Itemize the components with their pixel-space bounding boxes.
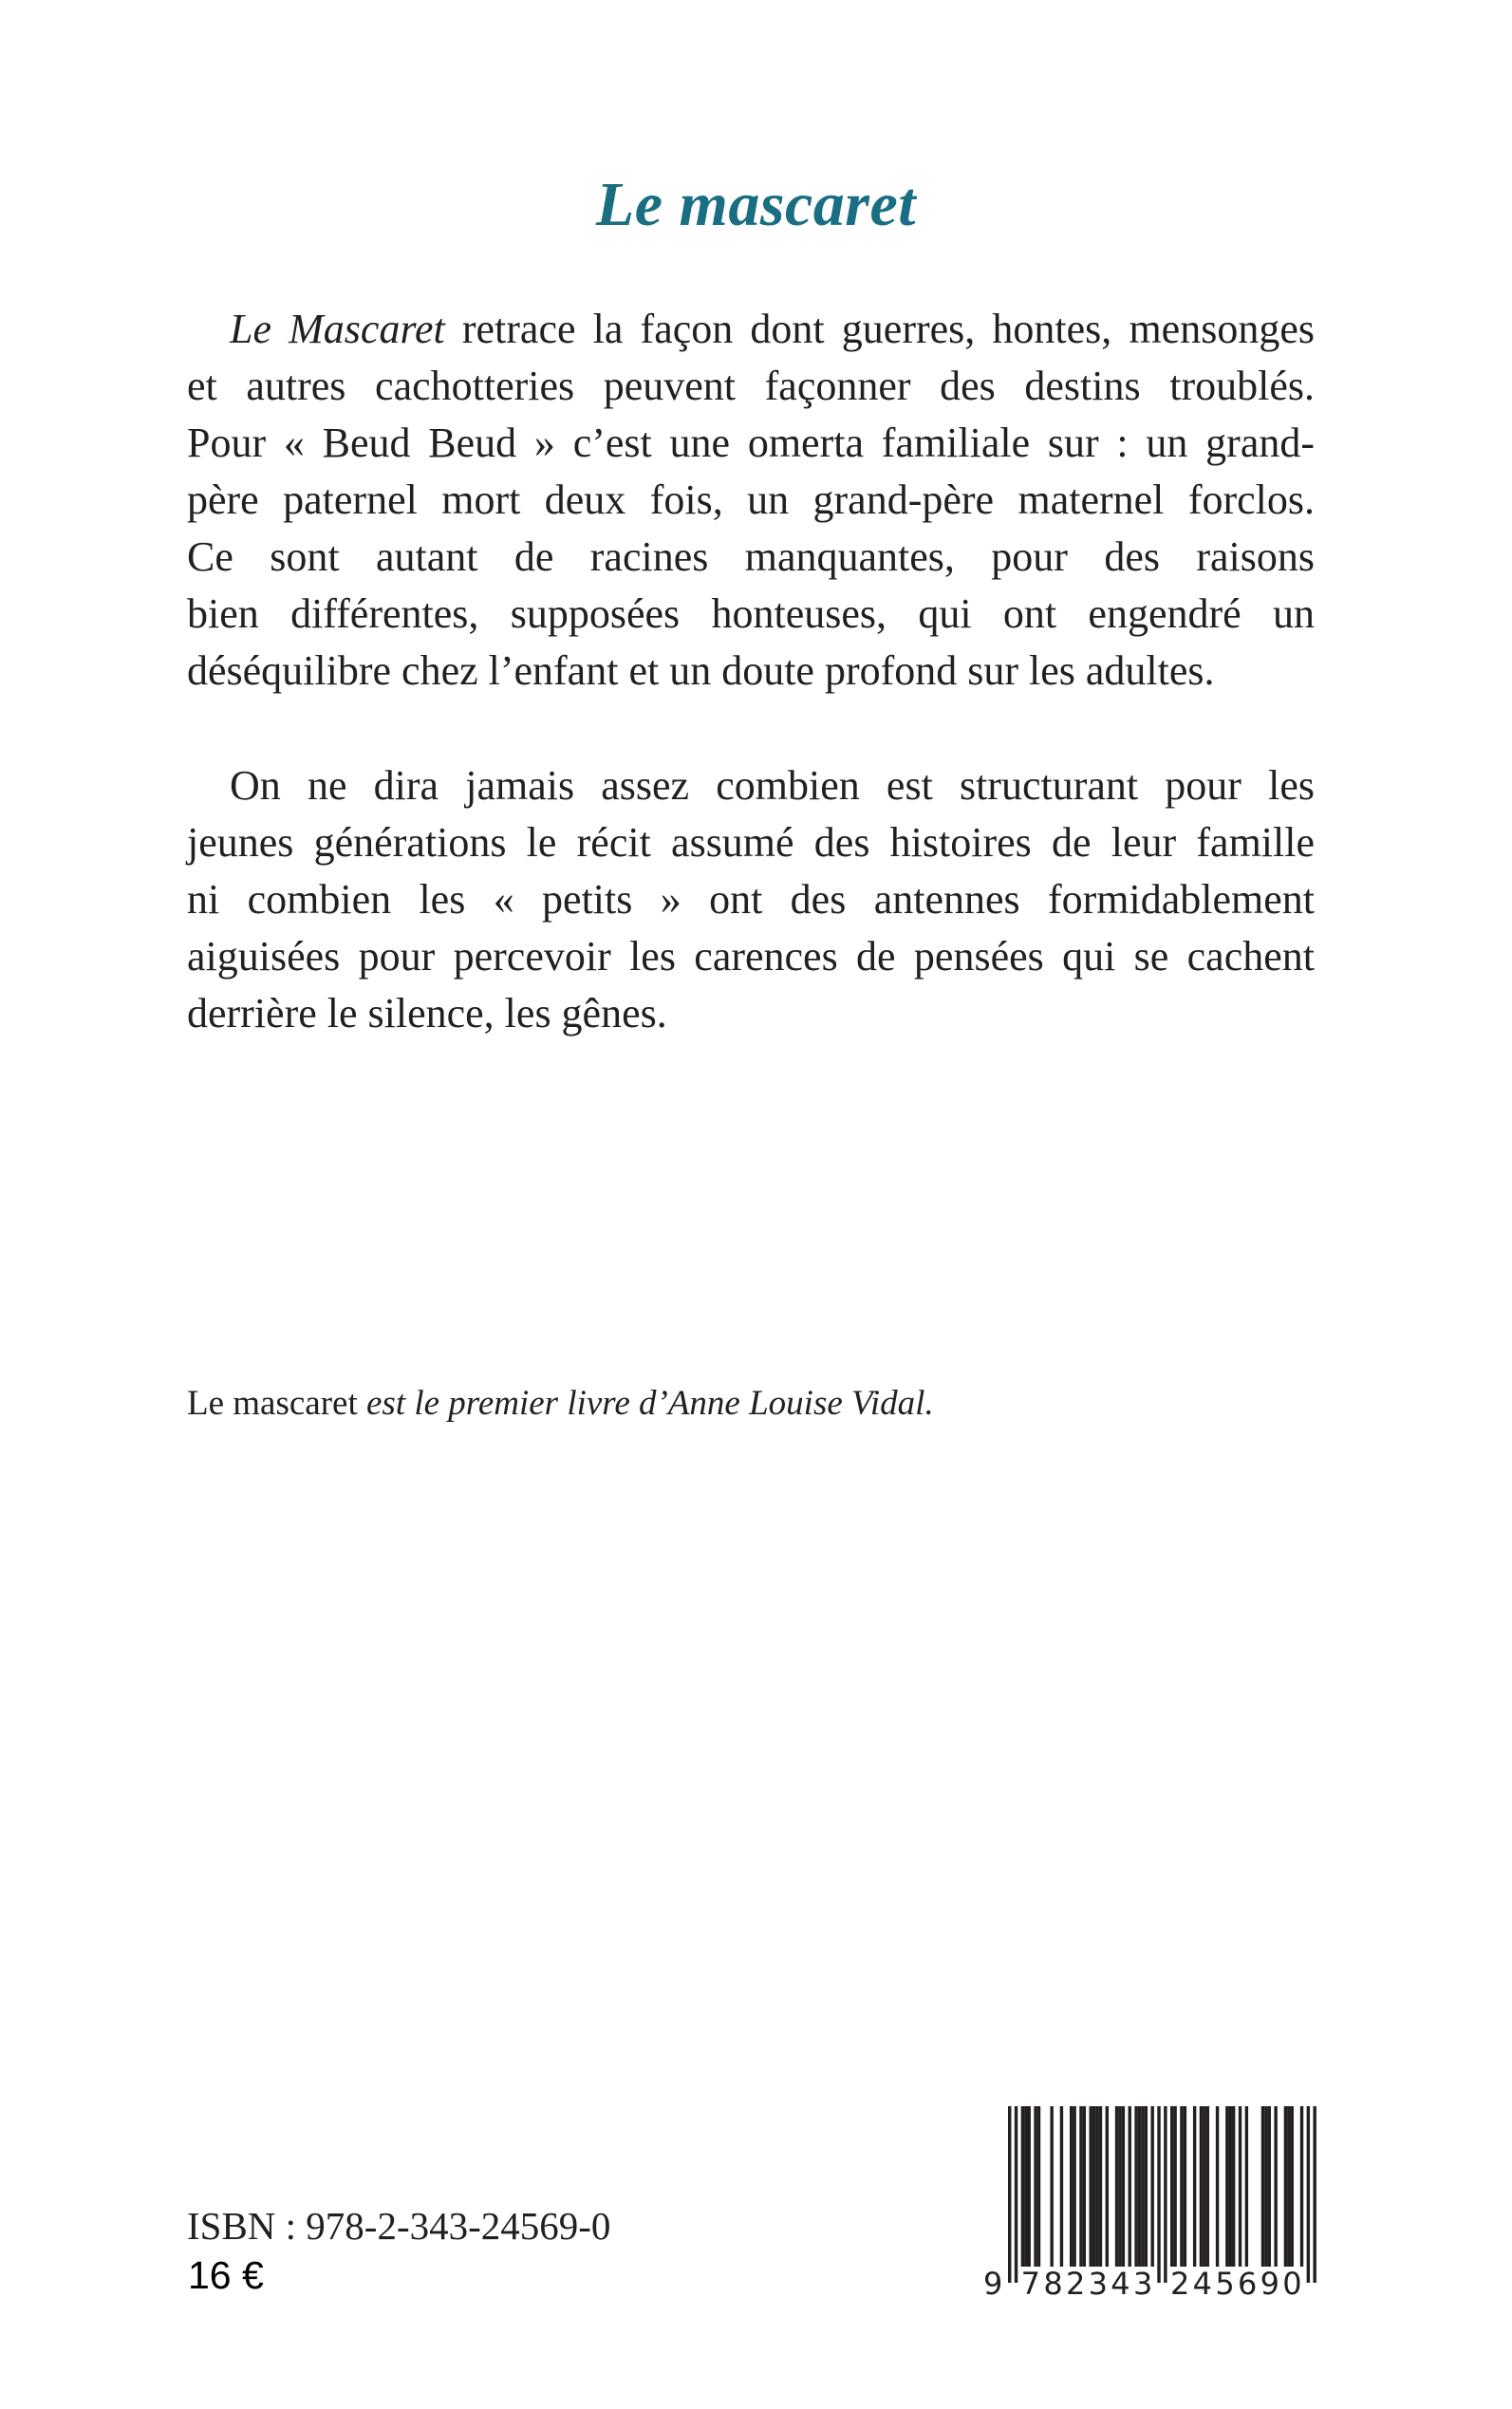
blurb-text: jeunes générations le récit assumé des histoires de leur famille	[187, 819, 1315, 866]
svg-text:782343: 782343	[1020, 2266, 1156, 2301]
blurb-paragraph-2	[187, 757, 1315, 1042]
blurb-line	[187, 814, 1315, 871]
blurb-text: aiguisées pour percevoir les carences de pensées qui se cachent	[187, 933, 1315, 980]
author-note-book-title: Le mascaret	[187, 1384, 358, 1423]
blurb-text: déséquilibre chez l’enfant et un doute profond sur les adultes.	[187, 647, 1215, 694]
blurb-text: bien différentes, supposées honteuses, qui ont engendré un	[187, 590, 1315, 637]
blurb-text: retrace la façon dont guerres, hontes, mensonges	[444, 306, 1315, 352]
book-title: Le mascaret	[595, 170, 917, 240]
blurb-paragraph-1	[187, 301, 1315, 700]
blurb-line	[187, 472, 1315, 529]
blurb-line	[187, 871, 1315, 928]
price-label: 16 €	[188, 2253, 264, 2297]
svg-text:245690: 245690	[1170, 2266, 1305, 2301]
blurb-text: et autres cachotteries peuvent façonner des destins troublés.	[187, 363, 1315, 409]
blurb-line	[187, 757, 1315, 814]
blurb-line	[187, 985, 1315, 1042]
blurb-line	[187, 301, 1315, 358]
italic-book-title: Le Mascaret	[230, 306, 445, 352]
blurb-text: Pour « Beud Beud » c’est une omerta familiale sur : un grand-	[187, 420, 1315, 466]
blurb-text: ni combien les « petits » ont des antennes formidablement	[187, 876, 1315, 923]
blurb-text: derrière le silence, les gênes.	[187, 990, 667, 1036]
author-note	[187, 1382, 934, 1426]
blurb-line	[187, 928, 1315, 985]
blurb-text: Ce sont autant de racines manquantes, pour des raisons	[187, 533, 1315, 580]
author-note-text: est le premier livre d’Anne Louise Vidal.	[357, 1384, 934, 1423]
blurb-line	[187, 643, 1315, 700]
blurb-line	[187, 586, 1315, 643]
blurb-line	[187, 415, 1315, 472]
blurb-text: On ne dira jamais assez combien est structurant pour les	[230, 762, 1315, 809]
blurb-text: père paternel mort deux fois, un grand-père maternel forclos.	[187, 476, 1315, 523]
svg-text:9: 9	[983, 2266, 1003, 2301]
blurb-line	[187, 358, 1315, 415]
isbn-label: ISBN : 978-2-343-24569-0	[187, 2204, 611, 2248]
isbn-barcode	[978, 2106, 1324, 2301]
blurb-line	[187, 529, 1315, 586]
